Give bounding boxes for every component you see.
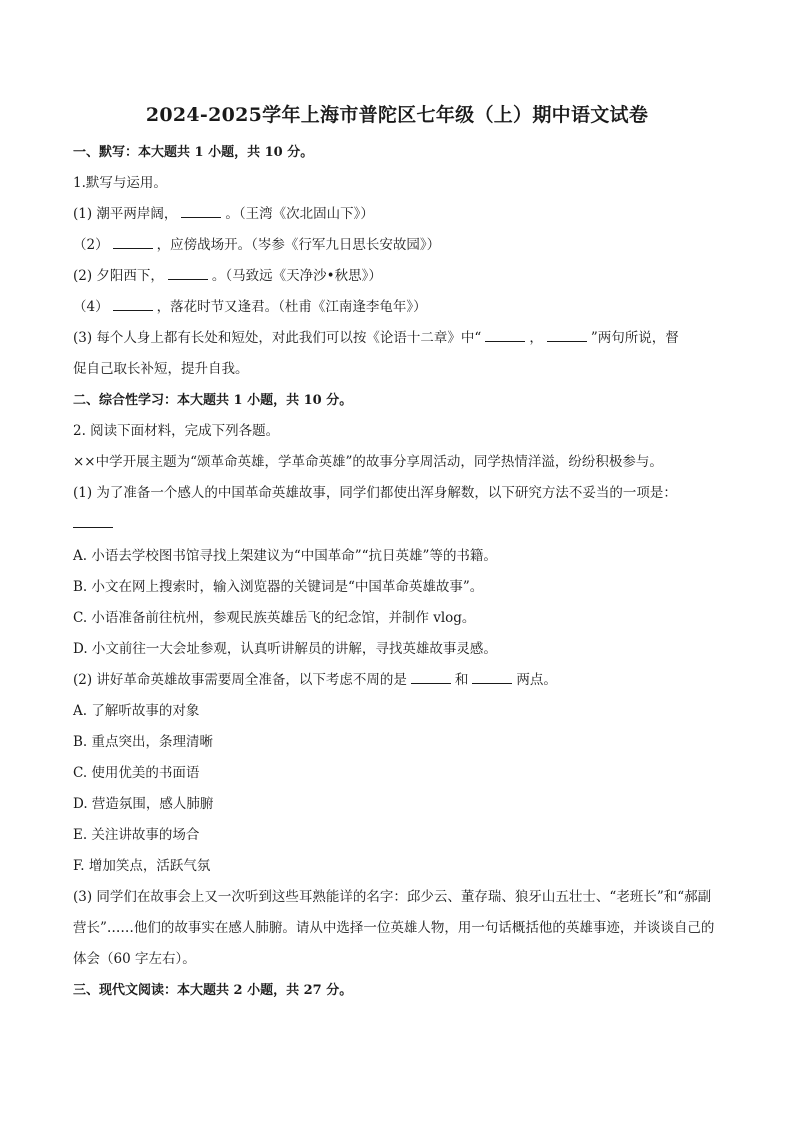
- q1-item-2b-post: ，落花时节又逢君。（杜甫《江南逢李龟年》）: [156, 299, 427, 315]
- exam-title: 2024-2025学年上海市普陀区七年级（上）期中语文试卷: [145, 104, 649, 126]
- q1-item-1a: [73, 199, 721, 230]
- q2-2-option-a: A. 了解听故事的对象: [73, 703, 200, 719]
- answer-blank: [472, 671, 512, 684]
- q2-item-2-mid: 和: [454, 672, 469, 688]
- answer-blank: [547, 329, 587, 342]
- q2-1-option-b: B. 小文在网上搜索时，输入浏览器的关键词是“中国革命英雄故事”。: [73, 579, 484, 595]
- answer-blank: [113, 298, 153, 311]
- q1-item-1b-pre: （2）: [73, 237, 109, 253]
- q1-item-1a-post: 。（王湾《次北固山下》）: [225, 206, 374, 222]
- q1-item-1a-pre: (1) 潮平两岸阔，: [73, 206, 178, 222]
- answer-blank: [411, 671, 451, 684]
- q1-intro: 1.默写与运用。: [73, 175, 167, 191]
- q1-item-2a-pre: (2) 夕阳西下，: [73, 268, 164, 284]
- q2-1-option-a: A. 小语去学校图书馆寻找上架建议为“中国革命”“抗日英雄”等的书籍。: [73, 548, 497, 564]
- q2-2-option-e: E. 关注讲故事的场合: [73, 827, 200, 843]
- section3-heading: 三、现代文阅读：本大题共 2 小题，共 27 分。: [73, 983, 353, 998]
- q2-item-2-post: 两点。: [516, 672, 557, 688]
- q1-item-1b-post: ，应傍战场开。（岑参《行军九日思长安故园》）: [156, 237, 441, 253]
- q2-item-1: (1) 为了准备一个感人的中国革命英雄故事，同学们都使出浑身解数，以下研究方法不妥当的一项是：: [73, 485, 677, 501]
- section1-heading: 一、默写：本大题共 1 小题，共 10 分。: [73, 145, 314, 160]
- q1-item-3-cont: 促自己取长补短，提升自我。: [73, 361, 249, 377]
- q2-material: ××中学开展主题为“颂革命英雄，学革命英雄”的故事分享周活动，同学热情洋溢，纷纷积极参与。: [73, 454, 663, 470]
- q2-2-option-f: F. 增加笑点，活跃气氛: [73, 858, 211, 874]
- section2-heading: 二、综合性学习：本大题共 1 小题，共 10 分。: [73, 393, 353, 408]
- q2-item-2-pre: (2) 讲好革命英雄故事需要周全准备，以下考虑不周的是: [73, 672, 407, 688]
- q1-item-3: [73, 323, 721, 354]
- q2-1-option-c: C. 小语准备前往杭州，参观民族英雄岳飞的纪念馆，并制作 vlog。: [73, 610, 476, 626]
- q2-2-option-b: B. 重点突出，条理清晰: [73, 734, 214, 750]
- answer-blank: [73, 513, 113, 528]
- q2-item-2: [73, 665, 721, 696]
- q1-item-3-pre: (3) 每个人身上都有长处和短处，对此我们可以按《论语十二章》中“: [73, 330, 482, 346]
- q2-2-option-d: D. 营造氛围，感人肺腑: [73, 796, 214, 812]
- q1-item-3-post: ”两句所说，督: [590, 330, 679, 346]
- q2-1-option-d: D. 小文前往一大会址参观，认真听讲解员的讲解，寻找英雄故事灵感。: [73, 641, 497, 657]
- answer-blank: [485, 329, 525, 342]
- answer-blank: [168, 267, 208, 280]
- answer-blank: [181, 205, 221, 218]
- q1-item-2a: [73, 261, 721, 292]
- answer-blank: [113, 236, 153, 249]
- q2-item-3: (3) 同学们在故事会上又一次听到这些耳熟能详的名字：邱少云、董存瑞、狼牙山五壮士、“老班长”和“郝副营长”……他们的故事实在感人肺腑。请从中选择一位英雄人物，用一句话概括他的英雄事迹，并谈谈自己的体会（60 字左右）。: [73, 889, 715, 967]
- q1-item-1b: [73, 230, 721, 261]
- q1-item-2a-post: 。（马致远《天净沙•秋思》）: [211, 268, 382, 284]
- q1-item-2b: [73, 292, 721, 323]
- q1-item-3-mid: ，: [529, 330, 543, 346]
- q2-2-option-c: C. 使用优美的书面语: [73, 765, 200, 781]
- q2-intro: 2. 阅读下面材料，完成下列各题。: [73, 423, 280, 439]
- q1-item-2b-pre: （4）: [73, 299, 109, 315]
